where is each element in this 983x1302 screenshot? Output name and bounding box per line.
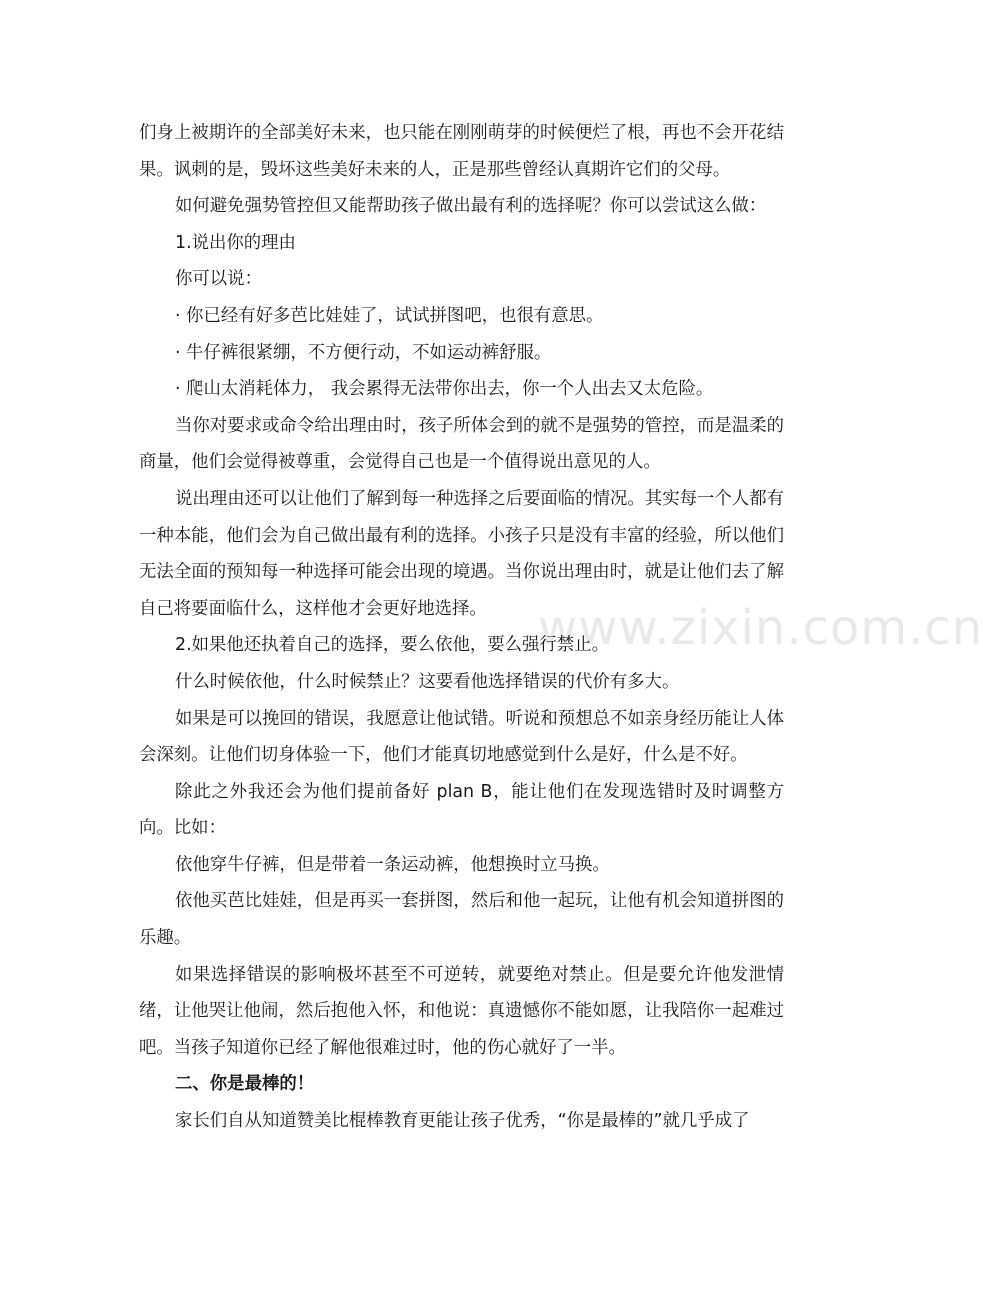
list-heading-1: 1.说出你的理由 xyxy=(175,232,296,253)
paragraph-12: 如果是可以挽回的错误，我愿意让他试错。听说和预想总不如亲身经历能让人体会深刻。让他们切身体验一下，他们才能真切地感觉到什么是好，什么是不好。 xyxy=(139,708,784,766)
document-body xyxy=(139,115,784,1140)
paragraph-14: 依他穿牛仔裤，但是带着一条运动裤，他想换时立马换。 xyxy=(175,854,610,875)
watermark: www.zixin.com.cn xyxy=(538,600,983,656)
bullet-item-1: · 你已经有好多芭比娃娃了，试试拼图吧，也很有意思。 xyxy=(175,305,604,326)
paragraph-4: 你可以说： xyxy=(175,269,262,290)
paragraph-1: 们身上被期许的全部美好未来，也只能在刚刚萌芽的时候便烂了根，再也不会开花结果。讽刺的是，毁坏这些美好未来的人，正是那些曾经认真期许它们的父母。 xyxy=(139,123,784,180)
paragraph-15: 依他买芭比娃娃，但是再买一套拼图，然后和他一起玩，让他有机会知道拼图的乐趣。 xyxy=(139,891,784,949)
paragraph-2: 如何避免强势管控但又能帮助孩子做出最有利的选择呢？你可以尝试这么做： xyxy=(175,196,767,217)
paragraph-11: 什么时候依他，什么时候禁止？这要看他选择错误的代价有多大。 xyxy=(175,671,680,692)
paragraph-8: 当你对要求或命令给出理由时，孩子所体会到的就不是强势的管控，而是温柔的商量，他们会觉得被尊重，会觉得自己也是一个值得说出意见的人。 xyxy=(139,415,784,473)
paragraph-9: 说出理由还可以让他们了解到每一种选择之后要面临的情况。其实每一个人都有一种本能，他们会为自己做出最有利的选择。小孩子只是没有丰富的经验，所以他们无法全面的预知每一种选择可能会出现的境遇。当你说出理由时，就是让他们去了解自己将要面临什么，这样他才会更好地选择。 xyxy=(139,488,784,619)
paragraph-18: 家长们自从知道赞美比棍棒教育更能让孩子优秀，“你是最棒的”就几乎成了 xyxy=(175,1111,750,1132)
bullet-item-3: · 爬山太消耗体力， 我会累得无法带你出去，你一个人出去又太危险。 xyxy=(175,379,714,400)
paragraph-13: 除此之外我还会为他们提前备好 plan B，能让他们在发现选错时及时调整方向。比如： xyxy=(139,781,784,839)
list-heading-2: 2.如果他还执着自己的选择，要么依他，要么强行禁止。 xyxy=(175,635,609,656)
section-heading: 二、你是最棒的！ xyxy=(175,1074,315,1095)
bullet-item-2: · 牛仔裤很紧绷，不方便行动，不如运动裤舒服。 xyxy=(175,342,552,363)
paragraph-16: 如果选择错误的影响极坏甚至不可逆转，就要绝对禁止。但是要允许他发泄情绪，让他哭让他闹，然后抱他入怀，和他说：真遗憾你不能如愿，让我陪你一起难过吧。当孩子知道你已经了解他很难过时，他的伤心就好了一半。 xyxy=(139,964,784,1058)
